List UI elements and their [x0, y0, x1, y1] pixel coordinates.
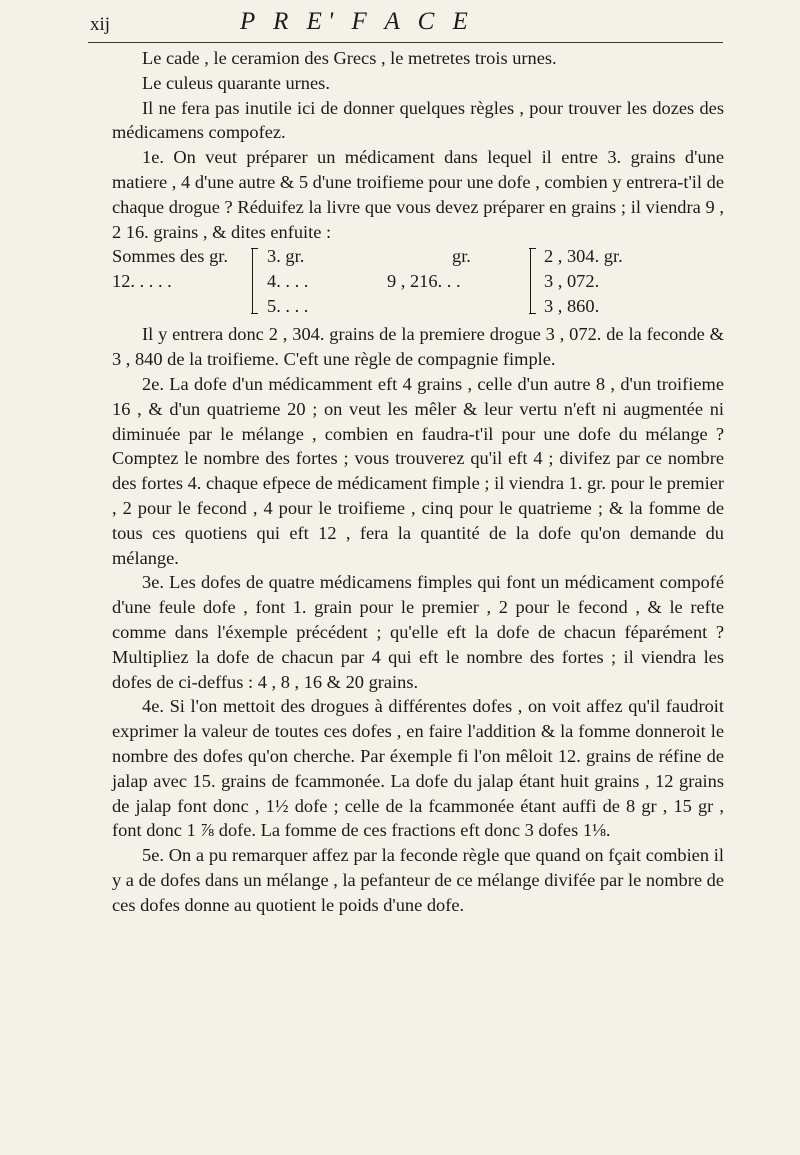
paragraph: 2e. La dofe d'un médicamment eft 4 grains , celle d'un autre 8 , d'un troifieme 16 , & d'un quatrieme 20 ; on veut les mêler & leur vertu n'eft ni augmentée ni diminuée par le mélange , combien en faudra-t'il pour une dofe du mélange ? Comptez le nombre des fortes ; vous trouverez qu'il eft 4 ; divifez par ce nombre des fortes 4. chaque efpece de médicament fimple ; il viendra 1. gr. pour le premier , 2 pour le fecond , 4 pour le troifieme , cinq pour le quatrieme ; & la fomme de tous ces quotiens qui eft 12 , fera la quantité de la dofe qu'on demande du mélange.	[112, 373, 724, 568]
calc-label: 12. . . . .	[112, 271, 172, 292]
paragraph: Il ne fera pas inutile ici de donner quelques règles , pour trouver les dozes des médicamens compofez.	[112, 97, 724, 143]
proportion-calculation	[112, 244, 724, 322]
running-head: P R E' F A C E	[240, 8, 474, 35]
paragraph: 4e. Si l'on mettoit des drogues à différentes dofes , on voit affez qu'il faudroit exprimer la valeur de toutes ces dofes , en faire l'addition & la fomme donneroit le nombre des dofes qu'on cherche. Par éxemple fi l'on mêloit 12. grains de réfine de jalap avec 15. grains de fcammonée. La dofe du jalap étant huit grains , 12 grains de jalap font donc , 1½ dofe ; celle de la fcammonée étant auffi de 8 gr , 15 gr , font donc 1 ⅞ dofe. La fomme de ces fractions eft donc 3 dofes 1⅛.	[112, 696, 724, 841]
calc-value: 5. . . .	[267, 296, 309, 317]
body-text	[112, 46, 724, 918]
calc-result: 3 , 072.	[544, 271, 600, 292]
page-header	[90, 8, 730, 42]
paragraph: 5e. On a pu remarquer affez par la feconde règle que quand on fçait combien il y a de dofes dans un mélange , la pefanteur de ce mélange divifée par le nombre de ces dofes donne au quotient le poids d'une dofe.	[112, 845, 724, 915]
left-brace	[252, 248, 261, 314]
paragraph: Le cade , le ceramion des Grecs , le metretes trois urnes.	[142, 48, 557, 68]
calc-result: 2 , 304. gr.	[544, 246, 623, 267]
calc-value: 3. gr.	[267, 246, 305, 267]
paragraph: Le culeus quarante urnes.	[142, 72, 330, 93]
paragraph: Il y entrera donc 2 , 304. grains de la premiere drogue 3 , 072. de la feconde & 3 , 840 de la troifieme. C'eft une règle de compagnie fimple.	[112, 324, 724, 370]
paragraph: 1e. On veut préparer un médicament dans lequel il entre 3. grains d'une matiere , 4 d'une autre & 5 d'une troifieme pour une dofe , combien y entrera-t'il de chaque drogue ? Réduifez la livre que vous devez préparer en grains ; il viendra 9 , 2 16. grains , & dites enfuite :	[112, 147, 724, 242]
calc-result: 3 , 860.	[544, 296, 600, 317]
calc-value: 4. . . .	[267, 271, 309, 292]
page-number: xij	[90, 14, 111, 35]
paragraph: 3e. Les dofes de quatre médicamens fimples qui font un médicament compofé d'une feule dofe , font 1. grain pour le premier , 2 pour le fecond , & le refte comme dans l'éxemple précédent ; qu'elle eft la dofe de chacun féparément ? Multipliez la dofe de chacun par 4 qui eft le nombre des fortes ; il viendra les dofes de ci-deffus : 4 , 8 , 16 & 20 grains.	[112, 572, 724, 692]
calc-total: 9 , 216. . .	[387, 271, 461, 292]
header-rule	[88, 42, 723, 43]
calc-gr-head: gr.	[452, 246, 471, 267]
right-brace	[530, 248, 539, 314]
calc-label: Sommes des gr.	[112, 246, 228, 267]
